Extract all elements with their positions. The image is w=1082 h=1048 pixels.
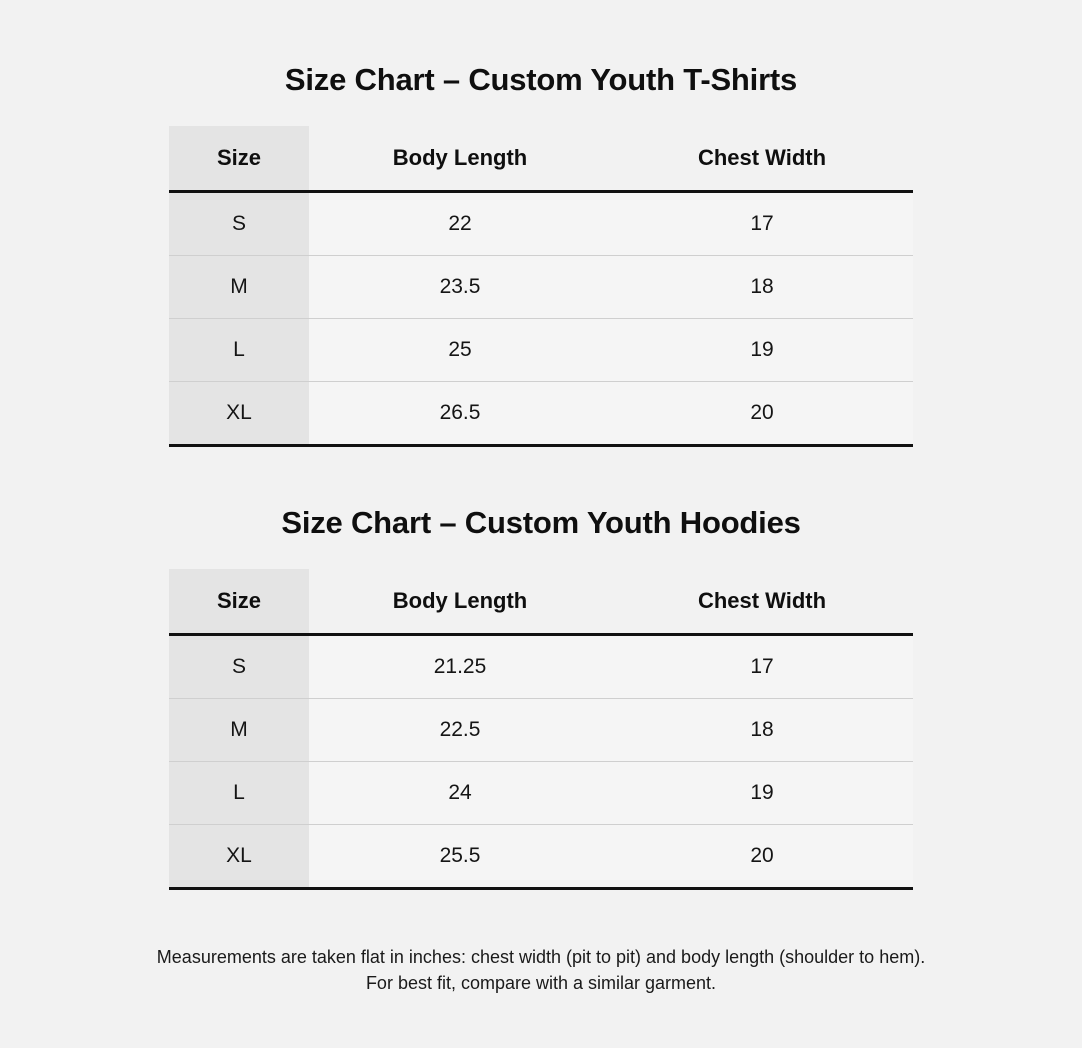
cell-size: L: [169, 762, 309, 825]
page-title-hoodies: Size Chart – Custom Youth Hoodies: [281, 505, 801, 540]
cell-size: L: [169, 319, 309, 382]
cell-chest-width: 17: [611, 635, 913, 699]
cell-chest-width: 18: [611, 256, 913, 319]
cell-size: XL: [169, 382, 309, 446]
column-header-size: Size: [169, 126, 309, 192]
cell-chest-width: 18: [611, 699, 913, 762]
table-row: [169, 762, 913, 825]
table-row: [169, 699, 913, 762]
table-body: [169, 192, 913, 446]
cell-chest-width: 17: [611, 192, 913, 256]
cell-body-length: 21.25: [309, 635, 611, 699]
page-title-tshirts: Size Chart – Custom Youth T-Shirts: [284, 62, 798, 97]
measurement-note: [61, 944, 1021, 996]
cell-size: M: [169, 256, 309, 319]
table-row: [169, 382, 913, 446]
measurement-note-line-2: For best fit, compare with a similar garment.: [365, 973, 717, 994]
cell-body-length: 24: [309, 762, 611, 825]
column-header-chest-width: Chest Width: [611, 569, 913, 635]
table-row: [169, 825, 913, 889]
cell-size: S: [169, 192, 309, 256]
column-header-chest-width: Chest Width: [611, 126, 913, 192]
cell-body-length: 22: [309, 192, 611, 256]
table-header-row: [169, 126, 913, 192]
tshirt-size-chart-section: [169, 0, 913, 447]
table-row: [169, 256, 913, 319]
column-header-size: Size: [169, 569, 309, 635]
cell-body-length: 22.5: [309, 699, 611, 762]
cell-body-length: 26.5: [309, 382, 611, 446]
cell-body-length: 25.5: [309, 825, 611, 889]
table-row: [169, 192, 913, 256]
cell-size: XL: [169, 825, 309, 889]
cell-chest-width: 20: [611, 382, 913, 446]
cell-chest-width: 20: [611, 825, 913, 889]
table-header: [169, 569, 913, 635]
cell-chest-width: 19: [611, 762, 913, 825]
tshirt-size-table: [169, 126, 913, 447]
table-row: [169, 635, 913, 699]
table-body: [169, 635, 913, 889]
cell-body-length: 25: [309, 319, 611, 382]
measurement-note-line-1: Measurements are taken flat in inches: chest width (pit to pit) and body length (shoulder to hem).: [156, 947, 926, 967]
table-header-row: [169, 569, 913, 635]
hoodie-size-table: [169, 569, 913, 890]
cell-size: S: [169, 635, 309, 699]
cell-body-length: 23.5: [309, 256, 611, 319]
cell-chest-width: 19: [611, 319, 913, 382]
column-header-body-length: Body Length: [309, 569, 611, 635]
column-header-body-length: Body Length: [309, 126, 611, 192]
table-row: [169, 319, 913, 382]
hoodie-size-chart-section: [169, 447, 913, 890]
cell-size: M: [169, 699, 309, 762]
table-header: [169, 126, 913, 192]
